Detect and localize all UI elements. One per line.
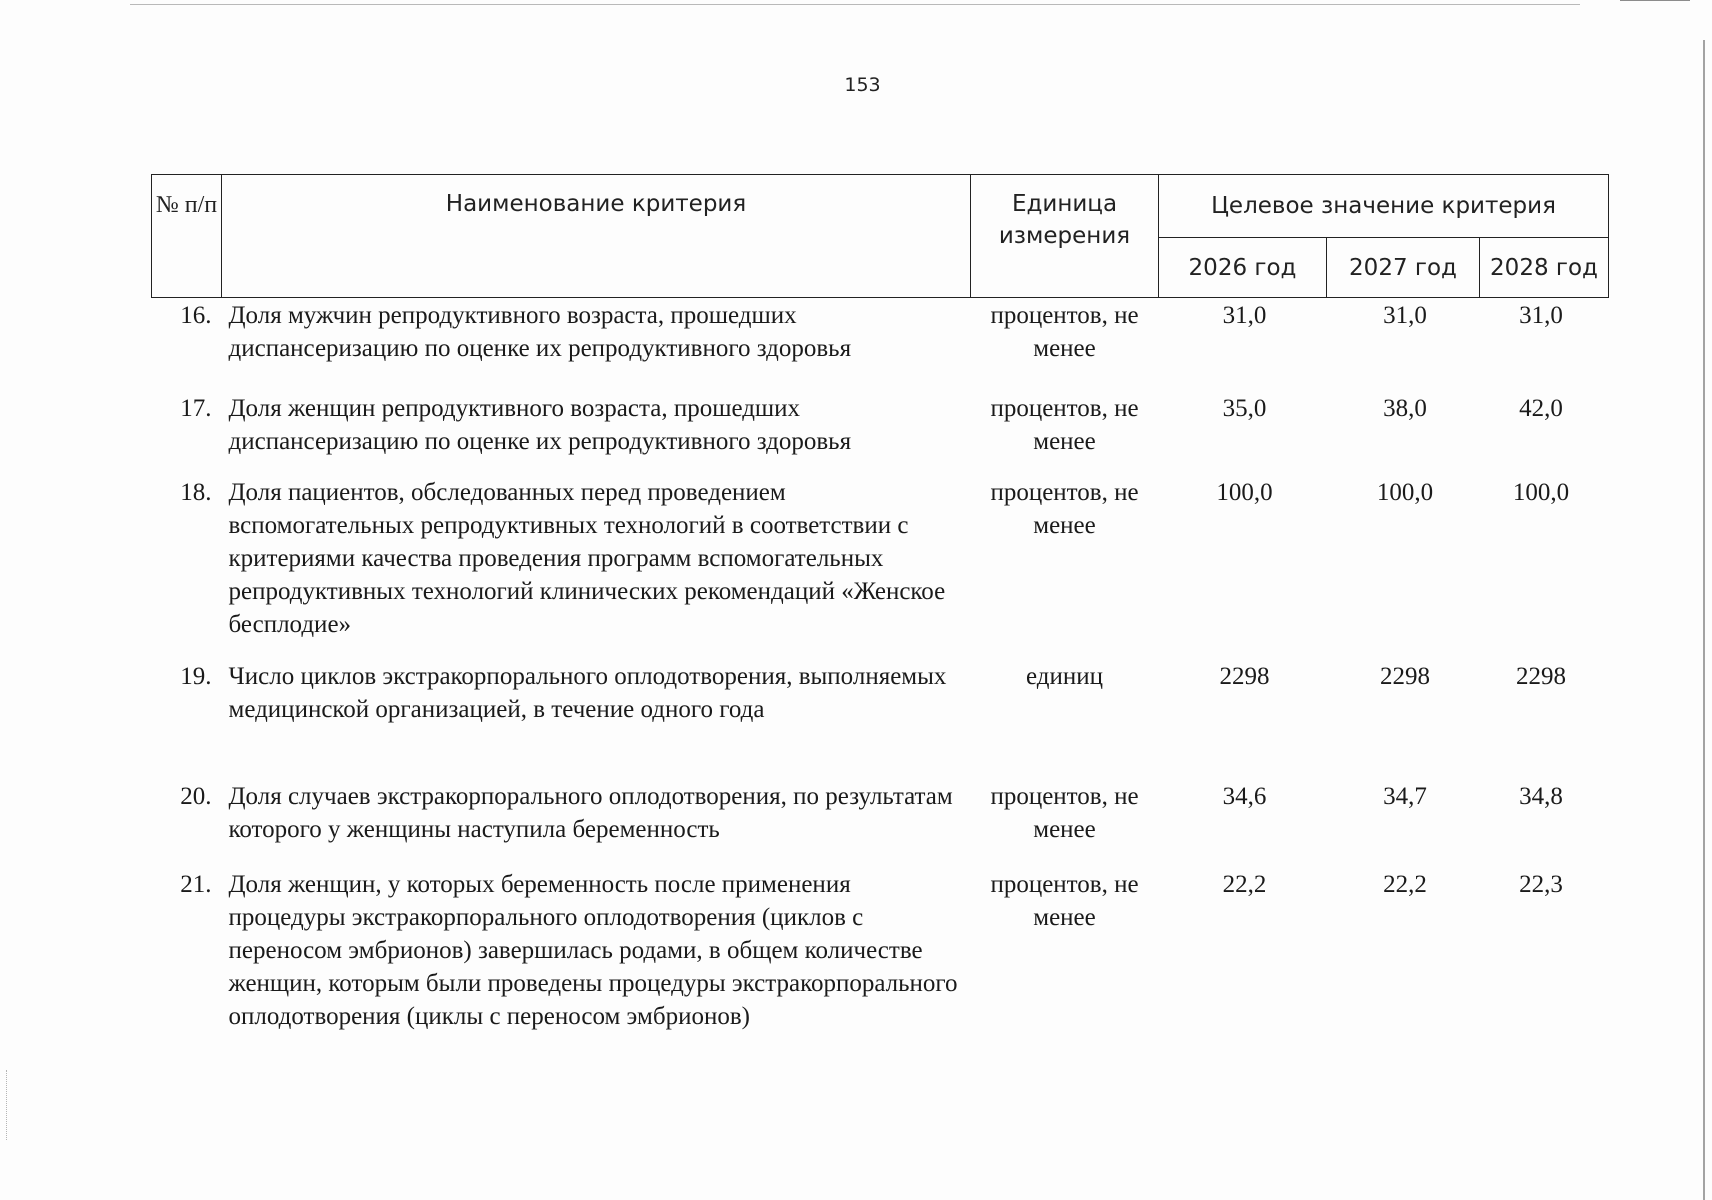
- scan-edge-top-right: [1620, 0, 1690, 1]
- criterion-unit: процентов, не менее: [990, 302, 1139, 362]
- value-2027: 31,0: [1383, 302, 1427, 329]
- criterion-unit: процентов, не менее: [990, 783, 1139, 843]
- criteria-table: [151, 174, 1609, 1068]
- row-number: 20.: [180, 783, 212, 810]
- value-2028: 31,0: [1519, 302, 1563, 329]
- value-2028: 34,8: [1519, 783, 1563, 810]
- value-2028: 100,0: [1512, 479, 1570, 506]
- criterion-name: Доля случаев экстракорпорального оплодотворения, по результатам которого у женщины наступила беременность: [228, 783, 953, 843]
- value-2026: 35,0: [1222, 395, 1267, 422]
- table-row: [152, 780, 1609, 868]
- criterion-unit: процентов, не менее: [990, 479, 1139, 539]
- criterion-unit: процентов, не менее: [990, 871, 1139, 931]
- table-row: [152, 392, 1609, 476]
- row-number: 16.: [180, 302, 212, 329]
- header-year-2028: 2028 год: [1480, 238, 1609, 298]
- value-2027: 2298: [1380, 663, 1430, 690]
- scan-edge-left: [6, 1070, 8, 1140]
- criterion-name: Доля женщин репродуктивного возраста, прошедших диспансеризацию по оценке их репродуктивного здоровья: [228, 395, 852, 455]
- value-2026: 2298: [1219, 663, 1270, 690]
- value-2026: 31,0: [1222, 302, 1267, 329]
- criterion-unit: единиц: [1025, 663, 1103, 690]
- table-header: [152, 175, 1609, 298]
- value-2028: 42,0: [1519, 395, 1563, 422]
- criterion-name: Доля женщин, у которых беременность после применения процедуры экстракорпорального оплодотворения (циклов с переносом эмбрионов) завершилась родами, в общем количестве женщин, которым были проведены процедуры экстракорпорального оплодотворения (циклы с переносом эмбрионов): [228, 871, 958, 1030]
- value-2027: 38,0: [1383, 395, 1427, 422]
- header-criterion-name: Наименование критерия: [222, 175, 971, 298]
- criterion-name: Доля мужчин репродуктивного возраста, прошедших диспансеризацию по оценке их репродуктивного здоровья: [228, 302, 852, 362]
- header-number: № п/п: [152, 175, 222, 298]
- row-number: 19.: [180, 663, 212, 690]
- scan-edge-top: [130, 4, 1580, 5]
- header-year-2027: 2027 год: [1327, 238, 1480, 298]
- value-2026: 100,0: [1216, 479, 1273, 506]
- value-2027: 34,7: [1383, 783, 1427, 810]
- value-2026: 22,2: [1222, 871, 1267, 898]
- value-2026: 34,6: [1222, 783, 1267, 810]
- header-year-2026: 2026 год: [1159, 238, 1327, 298]
- table-row: [152, 868, 1609, 1068]
- value-2027: 22,2: [1383, 871, 1427, 898]
- row-number: 18.: [180, 479, 212, 506]
- value-2027: 100,0: [1376, 479, 1434, 506]
- value-2028: 2298: [1516, 663, 1566, 690]
- row-number: 17.: [180, 395, 212, 422]
- header-target-value: Целевое значение критерия: [1159, 175, 1609, 238]
- table-row: [152, 298, 1609, 393]
- table-body: [152, 298, 1609, 1069]
- criterion-name: Число циклов экстракорпорального оплодотворения, выполняемых медицинской организацией, в течение одного года: [228, 663, 947, 723]
- page-number: 153: [844, 74, 881, 96]
- scan-edge-right: [1703, 40, 1705, 1200]
- criterion-name: Доля пациентов, обследованных перед проведением вспомогательных репродуктивных технологий в соответствии с критериями качества проведения программ вспомогательных репродуктивных технологий клинических рекомендаций «Женское бесплодие»: [228, 479, 946, 638]
- row-number: 21.: [180, 871, 212, 898]
- value-2028: 22,3: [1519, 871, 1563, 898]
- criterion-unit: процентов, не менее: [990, 395, 1139, 455]
- table-row: [152, 476, 1609, 660]
- table-row: [152, 660, 1609, 780]
- header-unit: Единица измерения: [971, 175, 1159, 298]
